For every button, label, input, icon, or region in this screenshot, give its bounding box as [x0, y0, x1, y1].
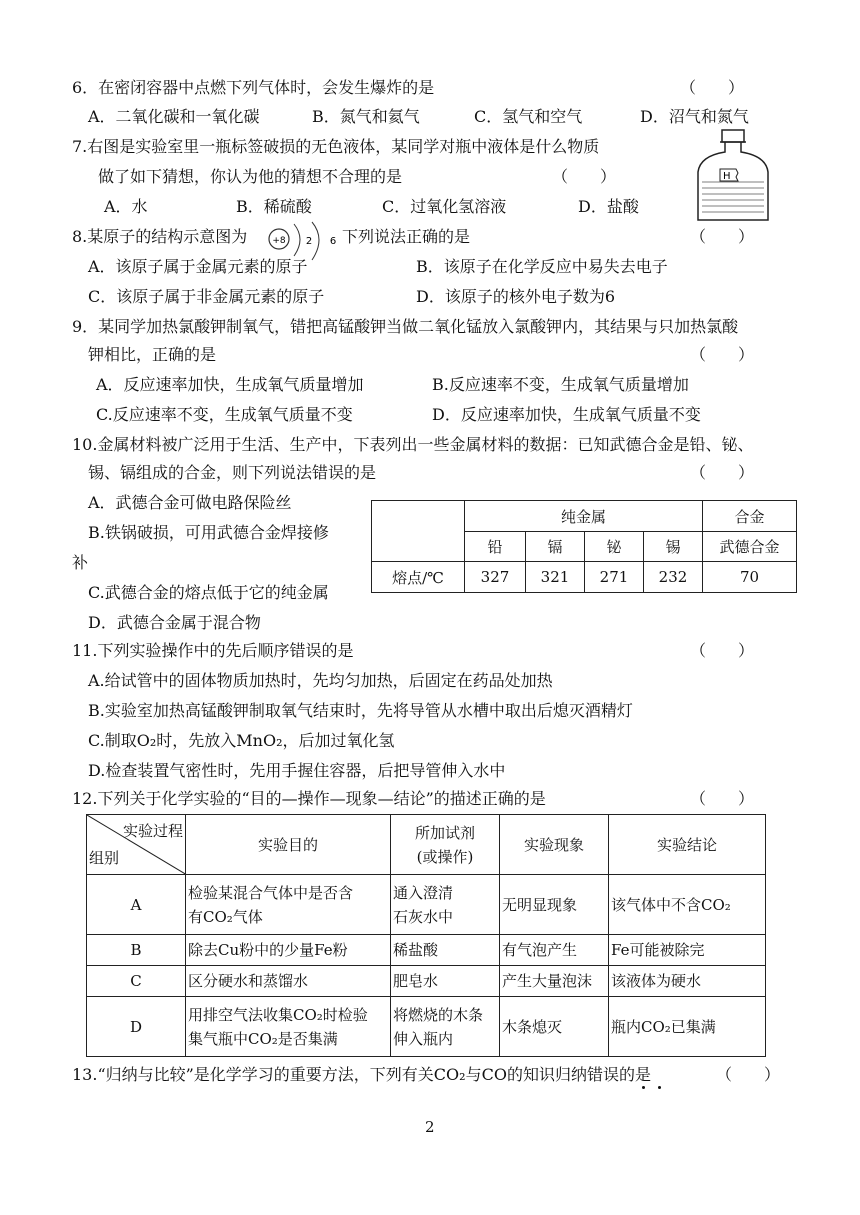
- purpose-line2: 有CO₂气体: [188, 907, 263, 926]
- q6-option-b: B．氮气和氦气: [312, 107, 420, 126]
- q7-answer-paren: （ ）: [552, 167, 617, 186]
- metal-name: 铅: [465, 532, 526, 562]
- table-row: [87, 935, 766, 966]
- header-reagent: [391, 815, 500, 875]
- q6-answer-paren: （ ）: [680, 78, 745, 97]
- q13-stem: 13.“归纳与比较”是化学学习的重要方法，下列有关CO₂与CO的知识归纳错误的是: [72, 1065, 651, 1084]
- emphasis-dot: [658, 1086, 661, 1089]
- table-row: [87, 966, 766, 997]
- melting-point-value: 70: [703, 562, 797, 593]
- q11-option-a: A.给试管中的固体物质加热时，先均匀加热，后固定在药品处加热: [88, 671, 553, 690]
- page-number: 2: [425, 1118, 435, 1136]
- reagent-line1: 通入澄清: [393, 883, 454, 902]
- q8-option-c: C．该原子属于非金属元素的原子: [88, 287, 325, 306]
- metal-name: 锡: [644, 532, 703, 562]
- conclusion-cell: 该液体为硬水: [609, 966, 766, 997]
- header-reagent-line2: (或操作): [416, 847, 474, 866]
- group-label: D: [87, 997, 186, 1057]
- conclusion-cell: 瓶内CO₂已集满: [609, 997, 766, 1057]
- q12-answer-paren: （ ）: [690, 789, 755, 808]
- header-process: 实验过程: [122, 822, 183, 840]
- melting-point-table: [371, 500, 797, 593]
- q8-option-b: B．该原子在化学反应中易失去电子: [416, 257, 668, 276]
- q11-answer-paren: （ ）: [690, 641, 755, 660]
- q7-option-d: D．盐酸: [578, 197, 639, 216]
- q10-option-b-line2: 补: [72, 553, 89, 572]
- q7-stem-line2: 做了如下猜想，你认为他的猜想不合理的是: [98, 167, 403, 186]
- table-row: [87, 875, 766, 935]
- purpose-line1: 用排空气法收集CO₂时检验: [188, 1005, 368, 1024]
- group-label: C: [87, 966, 186, 997]
- q9-stem-line1: 9．某同学加热氯酸钾制氧气，错把高锰酸钾当做二氧化锰放入氯酸钾内，其结果与只加热氯酸: [72, 317, 739, 336]
- purpose-line2: 集气瓶中CO₂是否集满: [188, 1029, 338, 1048]
- header-conclusion: 实验结论: [609, 815, 766, 875]
- purpose-cell: 除去Cu粉中的少量Fe粉: [186, 935, 391, 966]
- reagent-cell: [391, 997, 500, 1057]
- header-purpose: 实验目的: [186, 815, 391, 875]
- row-label-melting-point: 熔点/℃: [372, 562, 465, 593]
- q11-option-c: C.制取O₂时，先放入MnO₂，后加过氧化氢: [88, 731, 395, 750]
- q11-option-d: D.检查装置气密性时，先用手握住容器，后把导管伸入水中: [88, 761, 506, 780]
- q10-stem-line1: 10.金属材料被广泛用于生活、生产中，下表列出一些金属材料的数据：已知武德合金是铅、铋、: [72, 435, 754, 454]
- reagent-cell: 稀盐酸: [391, 935, 500, 966]
- melting-point-value: 327: [465, 562, 526, 593]
- q6-option-a: A．二氧化碳和一氧化碳: [88, 107, 260, 126]
- diagonal-header-cell: [87, 815, 186, 875]
- q10-option-a: A．武德合金可做电路保险丝: [88, 493, 292, 512]
- shell1-electrons: 2: [305, 236, 313, 247]
- reagent-line1: 将燃烧的木条: [393, 1005, 484, 1024]
- header-reagent-line1: 所加试剂: [414, 823, 475, 842]
- shell2-electrons: 6: [329, 236, 337, 247]
- group-label: B: [87, 935, 186, 966]
- reagent-cell: 肥皂水: [391, 966, 500, 997]
- melting-point-value: 232: [644, 562, 703, 593]
- phenomenon-cell: 木条熄灭: [500, 997, 609, 1057]
- q10-answer-paren: （ ）: [690, 463, 755, 482]
- q11-stem: 11.下列实验操作中的先后顺序错误的是: [72, 641, 354, 660]
- q8-option-a: A．该原子属于金属元素的原子: [88, 257, 308, 276]
- q12-stem: 12.下列关于化学实验的“目的—操作—现象—结论”的描述正确的是: [72, 789, 546, 808]
- purpose-cell: 区分硬水和蒸馏水: [186, 966, 391, 997]
- bottle-label-text: H: [723, 171, 731, 182]
- reagent-line2: 石灰水中: [393, 907, 454, 926]
- metal-name: 铋: [585, 532, 644, 562]
- reagent-bottle-figure: [692, 126, 774, 226]
- q8-answer-paren: （ ）: [690, 227, 755, 246]
- q10-option-d: D．武德合金属于混合物: [88, 613, 261, 632]
- q6-stem: 6．在密闭容器中点燃下列气体时，会发生爆炸的是: [72, 78, 435, 97]
- group-label: A: [87, 875, 186, 935]
- q11-option-b: B.实验室加热高锰酸钾制取氧气结束时，先将导管从水槽中取出后熄灭酒精灯: [88, 701, 633, 720]
- q8-stem-part2: 下列说法正确的是: [342, 227, 471, 246]
- q9-stem-line2: 钾相比，正确的是: [88, 345, 217, 364]
- q7-option-a: A．水: [104, 197, 148, 216]
- experiment-table: [86, 814, 766, 1057]
- table-row: [87, 997, 766, 1057]
- q7-stem-line1: 7.右图是实验室里一瓶标签破损的无色液体，某同学对瓶中液体是什么物质: [72, 137, 600, 156]
- q9-option-c: C.反应速率不变，生成氧气质量不变: [96, 405, 353, 424]
- q10-option-c: C.武德合金的熔点低于它的纯金属: [88, 583, 329, 602]
- q7-option-c: C．过氧化氢溶液: [382, 197, 507, 216]
- q10-stem-line2: 锡、镉组成的合金，则下列说法错误的是: [88, 463, 377, 482]
- purpose-cell: [186, 997, 391, 1057]
- melting-point-value: 271: [585, 562, 644, 593]
- q10-option-b-line1: B.铁锅破损，可用武德合金焊接修: [88, 523, 329, 542]
- phenomenon-cell: 有气泡产生: [500, 935, 609, 966]
- reagent-cell: [391, 875, 500, 935]
- q8-option-d: D．该原子的核外电子数为6: [416, 287, 616, 306]
- nucleus-charge: +8: [272, 236, 286, 246]
- conclusion-cell: Fe可能被除完: [609, 935, 766, 966]
- header-pure-metal: 纯金属: [465, 501, 703, 532]
- q9-option-b: B.反应速率不变，生成氧气质量增加: [432, 375, 689, 394]
- conclusion-cell: 该气体中不含CO₂: [609, 875, 766, 935]
- purpose-cell: [186, 875, 391, 935]
- reagent-bottle-icon: [698, 130, 768, 220]
- q9-answer-paren: （ ）: [690, 345, 755, 364]
- purpose-line1: 检验某混合气体中是否含: [188, 883, 354, 902]
- q6-option-c: C．氢气和空气: [474, 107, 583, 126]
- q7-option-b: B．稀硫酸: [236, 197, 312, 216]
- q9-option-d: D．反应速率加快，生成氧气质量不变: [432, 405, 701, 424]
- emphasis-dot: [642, 1086, 645, 1089]
- q13-answer-paren: （ ）: [716, 1065, 781, 1084]
- reagent-line2: 伸入瓶内: [393, 1029, 454, 1048]
- header-phenomenon: 实验现象: [500, 815, 609, 875]
- header-group: 组别: [89, 849, 120, 867]
- melting-point-value: 321: [526, 562, 585, 593]
- alloy-name: 武德合金: [703, 532, 797, 562]
- phenomenon-cell: 无明显现象: [500, 875, 609, 935]
- header-alloy: 合金: [703, 501, 797, 532]
- q9-option-a: A．反应速率加快，生成氧气质量增加: [96, 375, 364, 394]
- q6-option-d: D．沼气和氮气: [640, 107, 749, 126]
- table-corner: [372, 501, 465, 562]
- metal-name: 镉: [526, 532, 585, 562]
- q8-stem-part1: 8.某原子的结构示意图为: [72, 227, 248, 246]
- phenomenon-cell: 产生大量泡沫: [500, 966, 609, 997]
